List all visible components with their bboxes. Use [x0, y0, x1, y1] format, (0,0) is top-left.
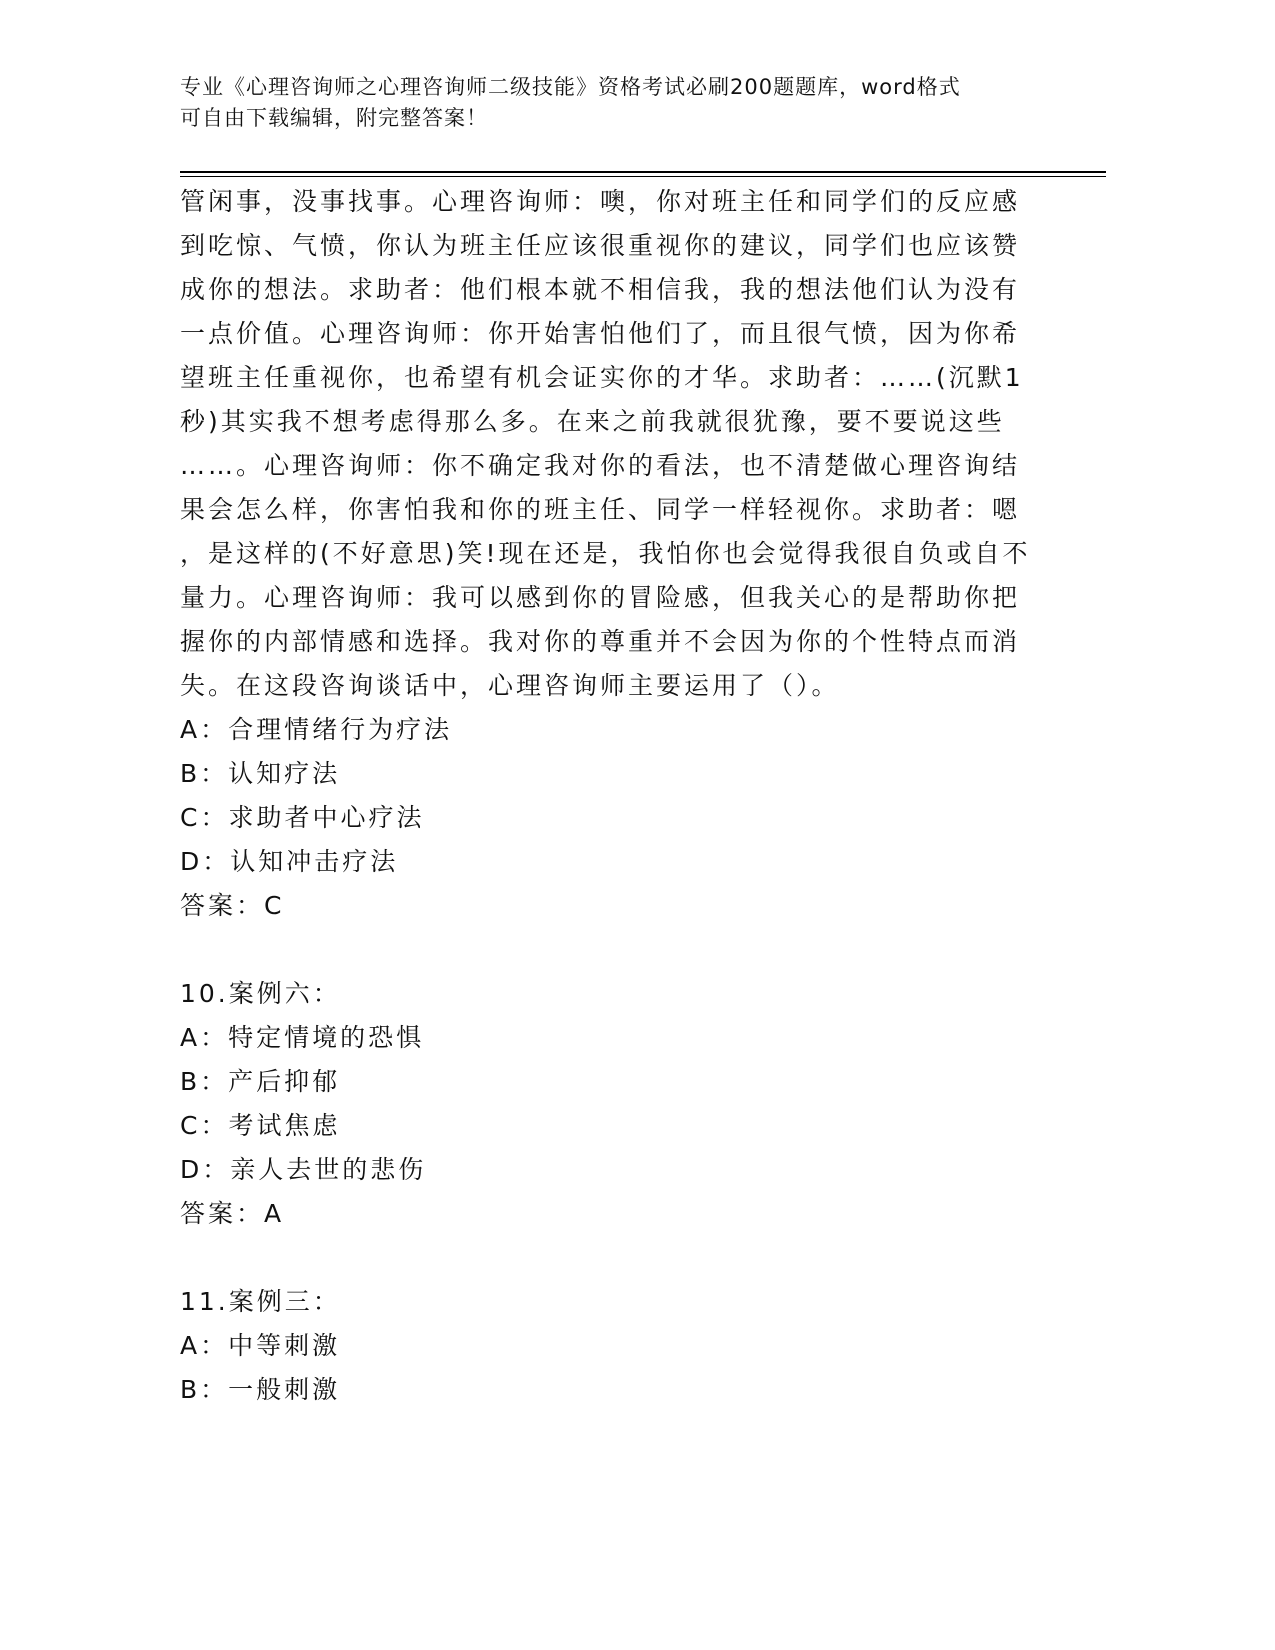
option-d: D：亲人去世的悲伤 [180, 1155, 427, 1184]
option-b: B：产后抑郁 [180, 1067, 341, 1096]
option-a: A：特定情境的恐惧 [180, 1023, 425, 1052]
document-header [180, 72, 1080, 134]
option-b: B：认知疗法 [180, 759, 341, 788]
question-title: 10.案例六： [180, 979, 341, 1008]
header-line: 专业《心理咨询师之心理咨询师二级技能》资格考试必刷200题题库，word格式 [180, 75, 961, 99]
question-title: 11.案例三： [180, 1287, 341, 1316]
document-body [180, 180, 1080, 1412]
option-c: C：求助者中心疗法 [180, 803, 425, 832]
question-stem-line: 量力。心理咨询师：我可以感到你的冒险感，但我关心的是帮助你把 [180, 583, 1021, 612]
question-10 [180, 972, 1080, 1236]
question-stem-line: 成你的想法。求助者：他们根本就不相信我，我的想法他们认为没有 [180, 275, 1021, 304]
question-stem-line: 到吃惊、气愤，你认为班主任应该很重视你的建议，同学们也应该赞 [180, 231, 1021, 260]
question-stem-line: 果会怎么样，你害怕我和你的班主任、同学一样轻视你。求助者：嗯 [180, 495, 1021, 524]
question-stem-line: ……。心理咨询师：你不确定我对你的看法，也不清楚做心理咨询结 [180, 451, 1021, 480]
header-rule-thick [180, 171, 1106, 173]
question-stem-line: 秒)其实我不想考虑得那么多。在来之前我就很犹豫，要不要说这些 [180, 407, 1005, 436]
question-stem-line: 握你的内部情感和选择。我对你的尊重并不会因为你的个性特点而消 [180, 627, 1021, 656]
question-stem-line: 望班主任重视你，也希望有机会证实你的才华。求助者：……(沉默1 [180, 363, 1024, 392]
option-d: D：认知冲击疗法 [180, 847, 399, 876]
header-rule-thin [180, 176, 1106, 177]
option-a: A：中等刺激 [180, 1331, 341, 1360]
option-c: C：考试焦虑 [180, 1111, 341, 1140]
option-b: B：一般刺激 [180, 1375, 341, 1404]
question-stem-line: ，是这样的(不好意思)笑!现在还是，我怕你也会觉得我很自负或自不 [180, 539, 1031, 568]
question-9 [180, 180, 1080, 928]
answer: 答案：A [180, 1199, 285, 1228]
option-a: A：合理情绪行为疗法 [180, 715, 453, 744]
answer: 答案：C [180, 891, 285, 920]
question-11 [180, 1280, 1080, 1412]
header-line: 可自由下载编辑，附完整答案！ [180, 106, 488, 130]
spacer [180, 1236, 1080, 1280]
question-stem-line: 失。在这段咨询谈话中，心理咨询师主要运用了（）。 [180, 671, 840, 700]
question-stem-line: 一点价值。心理咨询师：你开始害怕他们了，而且很气愤，因为你希 [180, 319, 1021, 348]
spacer [180, 928, 1080, 972]
question-stem-line: 管闲事，没事找事。心理咨询师：噢，你对班主任和同学们的反应感 [180, 187, 1021, 216]
